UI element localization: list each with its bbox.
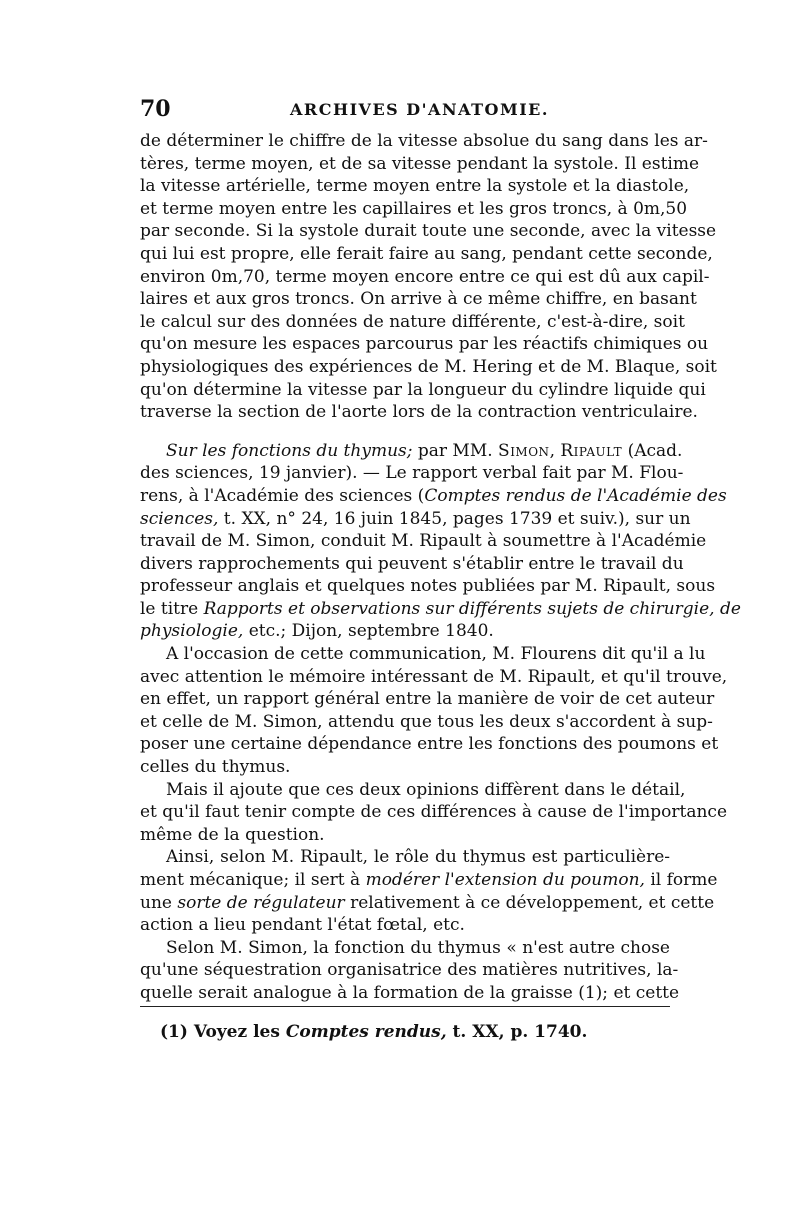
page-header (140, 96, 670, 126)
paragraph-simon (140, 937, 680, 1005)
running-head: ARCHIVES D'ANATOMIE. (290, 100, 549, 119)
text-line: divers rapprochements qui peuvent s'établir entre le travail du (140, 553, 684, 574)
text-line: et celle de M. Simon, attendu que tous les deux s'accordent à sup- (140, 711, 713, 732)
text-line: sciences, t. XX, n° 24, 16 juin 1845, pages 1739 et suiv.), sur un (140, 508, 691, 529)
text-line: qu'on détermine la vitesse par la longueur du cylindre liquide qui (140, 379, 706, 400)
text-line: tères, terme moyen, et de sa vitesse pendant la systole. Il estime (140, 153, 700, 174)
text-line: une sorte de régulateur relativement à ce développement, et cette (140, 892, 715, 913)
text-line: et terme moyen entre les capillaires et les gros troncs, à 0m,50 (140, 198, 688, 219)
text-line: des sciences, 19 janvier). — Le rapport verbal fait par M. Flou- (140, 463, 684, 484)
author-name: Simon (498, 440, 550, 461)
paragraph-flourens (140, 643, 728, 779)
text-line: celles du thymus. (140, 757, 291, 778)
page-number: 70 (140, 96, 171, 122)
paragraph-differences (140, 779, 727, 847)
author-name: Ripault (560, 440, 623, 461)
text-line: Mais il ajoute que ces deux opinions diffèrent dans le détail, (166, 779, 686, 800)
text-line: qu'on mesure les espaces parcourus par les réactifs chimiques ou (140, 334, 709, 355)
paragraph-gap (140, 424, 670, 440)
body-text (140, 130, 741, 1005)
text-line: avec attention le mémoire intéressant de M. Ripault, et qu'il trouve, (140, 666, 728, 687)
text-line: en effet, un rapport général entre la manière de voir de cet auteur (140, 689, 715, 710)
footnote: (1) Voyez les Comptes rendus, t. XX, p. 1740. (160, 1022, 588, 1042)
text-line: et qu'il faut tenir compte de ces différences à cause de l'importance (140, 802, 727, 823)
text-line: Selon M. Simon, la fonction du thymus « n'est autre chose (166, 937, 670, 958)
text-line: poser une certaine dépendance entre les fonctions des poumons et (140, 734, 719, 755)
text-line: environ 0m,70, terme moyen encore entre ce qui est dû aux capil- (140, 266, 710, 287)
text-line: laires et aux gros troncs. On arrive à ce même chiffre, en basant (140, 289, 697, 310)
text-line: physiologiques des expériences de M. Hering et de M. Blaque, soit (140, 356, 717, 377)
text-line: action a lieu pendant l'état fœtal, etc. (140, 915, 465, 936)
text-line: Ainsi, selon M. Ripault, le rôle du thymus est particulière- (166, 847, 670, 868)
article-title: Sur les fonctions du thymus; (166, 440, 413, 461)
text-line: rens, à l'Académie des sciences (Comptes rendus de l'Académie des (140, 485, 727, 506)
text-line: qui lui est propre, elle ferait faire au sang, pendant cette seconde, (140, 243, 713, 264)
text-line: de déterminer le chiffre de la vitesse absolue du sang dans les ar- (140, 131, 708, 151)
text-line: qu'une séquestration organisatrice des matières nutritives, la- (140, 960, 679, 981)
text-line: A l'occasion de cette communication, M. Flourens dit qu'il a lu (166, 644, 706, 665)
footnote-rule (140, 1006, 670, 1007)
text-line: la vitesse artérielle, terme moyen entre la systole et la diastole, (140, 176, 690, 197)
text-line: quelle serait analogue à la formation de la graisse (1); et cette (140, 982, 680, 1003)
text-line: Sur les fonctions du thymus; par MM. Simon, Ripault (Acad. (166, 440, 683, 461)
text-line: physiologie, etc.; Dijon, septembre 1840. (140, 621, 494, 642)
paragraph-ripault (140, 846, 718, 936)
text-line: ment mécanique; il sert à modérer l'extension du poumon, il forme (140, 870, 718, 890)
paragraph-velocity (140, 130, 717, 424)
text-line: traverse la section de l'aorte lors de la contraction ventriculaire. (140, 402, 698, 423)
text-line: le titre Rapports et observations sur différents sujets de chirurgie, de (140, 598, 741, 619)
text-line: par seconde. Si la systole durait toute une seconde, avec la vitesse (140, 221, 717, 242)
paragraph-thymus-report (140, 440, 741, 643)
text-line: professeur anglais et quelques notes publiées par M. Ripault, sous (140, 576, 716, 597)
text-line: même de la question. (140, 824, 325, 845)
text-line: travail de M. Simon, conduit M. Ripault à soumettre à l'Académie (140, 531, 707, 552)
text-line: le calcul sur des données de nature différente, c'est-à-dire, soit (140, 311, 685, 332)
